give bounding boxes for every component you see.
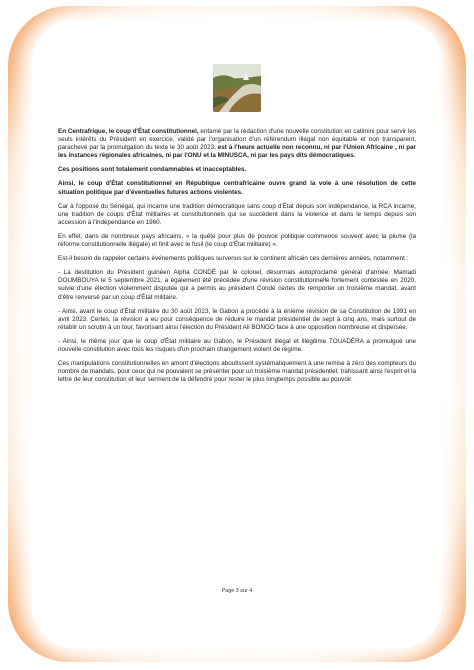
africa-paragraph: En effet, dans de nombreux pays africains, « la quête pour plus de pouvoir politique commence souvent avec la plume (la réforme constitutionnelle illégale) et finit avec le fusil (le coup d'État militaire) ». xyxy=(58,232,416,249)
page-number: Page 3 sur 4 xyxy=(221,588,253,594)
intro-bold-tail: est à l'heure actuelle non reconnu, ni par l'Union Africaine , ni par les instances régionales africaines, ni par l'ONU et la MINUSCA, ni par les pays dits démocratiques. xyxy=(58,144,416,160)
senegal-paragraph: Car à l'opposé du Sénégal, qui incarne une tradition démocratique sans coup d'État depuis son indépendance, la RCA incarne, une tradition de coups d'État militaires et constitutionnels qui se succèdent dans la violence et dans le temps depuis son accession à l'indépendance en 1960. xyxy=(58,202,416,226)
conclusion-paragraph: Ces manipulations constitutionnelles en amont d'élections aboutissent systématiquement à une remise à zéro des compteurs du nombre de mandats, pour ceux qui ne pouvaient se présenter pour un troisième mandat présidentiel, trahissant ainsi l'esprit et la lettre de leur constitution et leur serment de la défendre pour rester le plus longtemps possible au pouvoir. xyxy=(58,360,416,384)
rca-bullet: - Ainsi, le même jour que le coup d'État militaire au Gabon, le Président illégal et illégitime TOUADÉRA a promulgué une nouvelle constitution avec tous les risques d'un prochain changement violent de régime. xyxy=(58,337,416,353)
header-logo xyxy=(213,64,261,112)
intro-text: entamé par la rédaction d'une nouvelle constitution en catimini pour servir les seuls intérêts du Président en exercice, validé par l'organisation d'un référendum illégal non équitable et non transparent, parachevé par la promulgation du texte le 30 août 2023, xyxy=(58,128,416,152)
condemned-paragraph: Ces positions sont totalement condamnables et inacceptables. xyxy=(58,166,247,174)
guinea-bullet: - La destitution du Président guinéen Alpha CONDÉ par le colonel, désormais autoproclamé général d'armée, Mamadi DOUMBOUYA le 5 septembre 2021, a également été précédée d'une révision constitutionnelle fortement contestée en 2020, suivie d'une élection violemment disputée qui a permis au président Condé certes de remporter un troisième mandat, avant d'être renversé par un coup d'État militaire. xyxy=(58,269,416,301)
intro-paragraph xyxy=(58,128,416,160)
thus-paragraph: Ainsi, le coup d'État constitutionnel en République centrafricaine ouvre grand la voie à une résolution de cette situation politique par d'éventuelles futures actions violentes. xyxy=(58,180,416,196)
intro-bold-lead: En Centrafrique, le coup d'État constitutionnel, xyxy=(58,128,199,135)
document-body xyxy=(58,128,416,390)
recall-paragraph: Est-il besoin de rappeler certains événements politiques survenus sur le continent africain ces dernières années, notamment : xyxy=(58,255,409,263)
gabon-bullet: - Ainsi, avant le coup d'État militaire du 30 août 2023, le Gabon a procédé à la énième révision de sa Constitution de 1991 en avril 2023. Certes, la révision a eu pour conséquence de réduire le mandat présidentiel de sept à cinq ans, mais surtout de rétablir un scrutin à un tour, favorisant ainsi l'élection du Président Ali BONGO face à une opposition nombreuse et dispersée. xyxy=(58,307,416,331)
